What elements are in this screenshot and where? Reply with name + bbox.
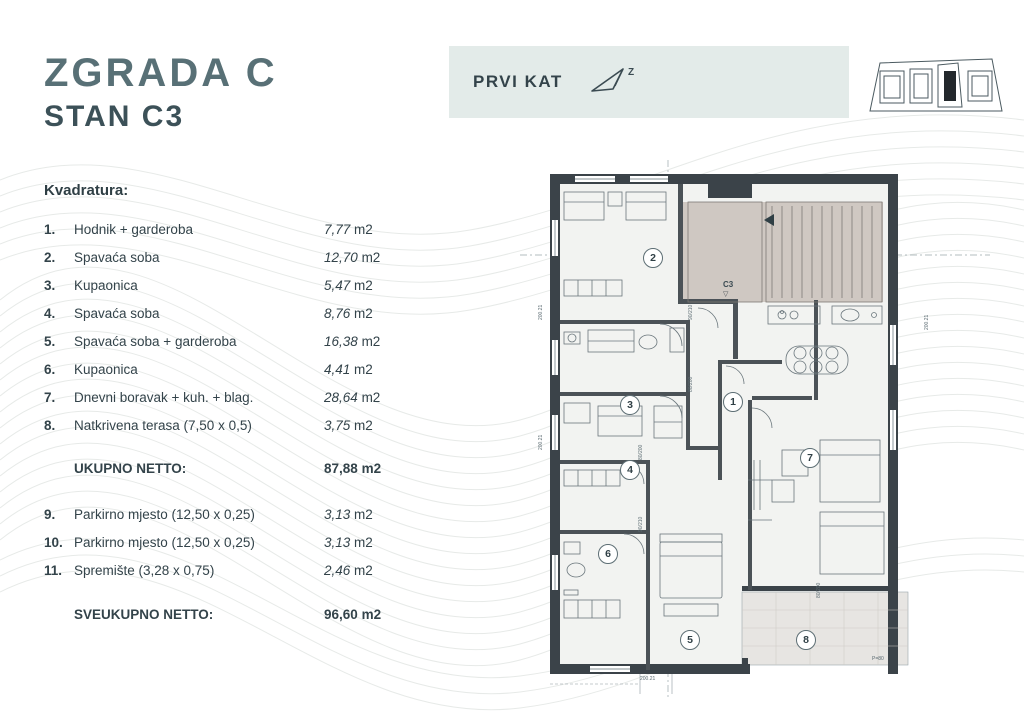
dimension-label: 200.21 [924, 314, 930, 330]
area-unit: m2 [354, 563, 373, 578]
table-row [44, 557, 414, 585]
room-marker-2: 2 [643, 248, 663, 268]
page-title: ZGRADA C [44, 51, 278, 95]
room-name: Kupaonica [74, 277, 138, 293]
unit-tag-arrow-icon: ▽ [723, 291, 729, 298]
dimension-label: 90/210 [638, 516, 644, 532]
room-name: Spavaća soba + garderoba [74, 333, 237, 349]
room-number: 5. [44, 333, 56, 349]
grand-total-label: SVEUKUPNO NETTO: [74, 606, 214, 622]
grand-total-row [44, 585, 414, 629]
room-number: 6. [44, 361, 56, 377]
dimension-label: 80/200 [688, 376, 694, 392]
room-area-table [44, 215, 414, 628]
area-unit: m2 [361, 461, 382, 476]
area-unit: m2 [361, 249, 381, 265]
table-row [44, 411, 414, 439]
room-area: 3,13 [324, 507, 351, 522]
room-number: 9. [44, 507, 56, 522]
room-marker-8: 8 [796, 630, 816, 650]
unit-tag-c3: C3 [723, 280, 734, 289]
dimension-label: 200.21 [538, 434, 544, 450]
room-marker-6: 6 [598, 544, 618, 564]
room-marker-5: 5 [680, 630, 700, 650]
room-area: 16,38 [324, 333, 358, 349]
table-row [44, 355, 414, 383]
table-row [44, 327, 414, 355]
floor-header-bar [449, 46, 849, 118]
room-number: 11. [44, 563, 63, 578]
area-unit: m2 [361, 333, 381, 349]
room-marker-7: 7 [800, 448, 820, 468]
room-area: 2,46 [324, 563, 351, 578]
room-area: 28,64 [324, 389, 358, 405]
room-area: 4,41 [324, 361, 351, 377]
floor-plan-drawing [520, 160, 990, 700]
room-area: 7,77 [324, 221, 351, 237]
area-unit: m2 [354, 305, 373, 321]
area-unit: m2 [354, 417, 373, 433]
room-number: 7. [44, 389, 56, 405]
dimension-label: P=80 [872, 656, 884, 662]
room-name: Parkirno mjesto (12,50 x 0,25) [74, 507, 255, 522]
section-heading: Kvadratura: [44, 182, 129, 199]
info-panel [44, 52, 444, 628]
room-name: Spremište (3,28 x 0,75) [74, 563, 215, 578]
room-name: Kupaonica [74, 361, 138, 377]
room-area: 3,75 [324, 417, 351, 433]
floor-label: PRVI KAT [473, 72, 563, 91]
room-name: Parkirno mjesto (12,50 x 0,25) [74, 535, 255, 550]
room-name: Spavaća soba [74, 249, 160, 265]
room-name: Natkrivena terasa (7,50 x 0,5) [74, 417, 252, 433]
room-name: Hodnik + garderoba [74, 221, 193, 237]
room-area: 12,70 [324, 249, 358, 265]
dimension-label: 200.21 [538, 304, 544, 320]
table-row [44, 215, 414, 243]
table-row [44, 243, 414, 271]
area-unit: m2 [354, 361, 373, 377]
room-number: 3. [44, 277, 56, 293]
dimension-label: 90/210 [688, 304, 694, 320]
table-row [44, 501, 414, 529]
dimension-label: 200.21 [640, 676, 656, 682]
north-arrow-icon [589, 65, 643, 104]
room-name: Spavaća soba [74, 305, 160, 321]
room-area: 3,13 [324, 535, 351, 550]
area-unit: m2 [354, 221, 373, 237]
area-unit: m2 [354, 277, 373, 293]
svg-text:Z: Z [627, 66, 634, 78]
room-marker-4: 4 [620, 460, 640, 480]
apartment-title: STAN C3 [44, 100, 185, 133]
room-marker-1: 1 [723, 392, 743, 412]
building-locator-thumbnail [866, 55, 1006, 115]
table-row [44, 271, 414, 299]
netto-total-row [44, 439, 414, 483]
room-number: 4. [44, 305, 56, 321]
table-row [44, 299, 414, 327]
room-number: 8. [44, 417, 56, 433]
area-unit: m2 [361, 606, 382, 622]
dimension-label: 80/200 [816, 582, 822, 598]
table-row [44, 383, 414, 411]
area-unit: m2 [354, 507, 373, 522]
room-number: 1. [44, 221, 56, 237]
table-row [44, 529, 414, 557]
room-number: 10. [44, 535, 63, 550]
netto-area: 87,88 [324, 461, 358, 476]
room-name: Dnevni boravak + kuh. + blag. [74, 389, 254, 405]
area-unit: m2 [361, 389, 381, 405]
room-area: 8,76 [324, 305, 351, 321]
area-unit: m2 [354, 535, 373, 550]
grand-total-area: 96,60 [324, 606, 358, 622]
room-marker-3: 3 [620, 395, 640, 415]
room-area: 5,47 [324, 277, 351, 293]
netto-label: UKUPNO NETTO: [74, 461, 187, 476]
dimension-label: 80/200 [638, 444, 644, 460]
room-number: 2. [44, 249, 56, 265]
